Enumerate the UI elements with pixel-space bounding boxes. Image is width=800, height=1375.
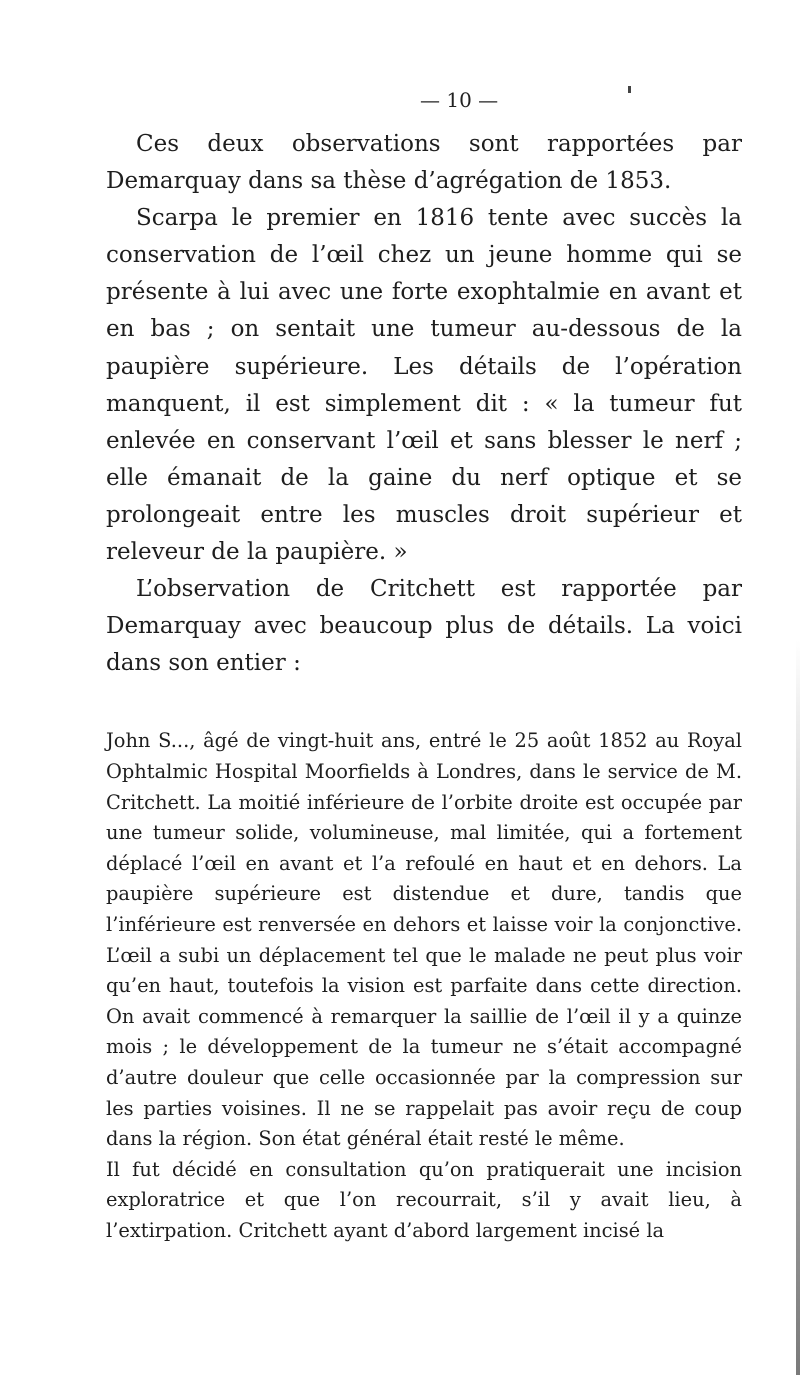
printer-mark	[628, 86, 631, 93]
section-spacer	[106, 682, 742, 726]
paragraph-scarpa	[106, 200, 742, 571]
paragraph-case-john	[106, 726, 742, 1154]
paragraph-text: Ces deux observations sont rapportées par Demarquay dans sa thèse d’agrégation de 1853.	[106, 131, 742, 195]
page-edge-shadow	[796, 640, 800, 1375]
paragraph-case-decision	[106, 1155, 742, 1247]
paragraph-critchett-intro	[106, 571, 742, 682]
paragraph-text: L’observation de Critchett est rapportée par Demarquay avec beaucoup plus de détails. La voici dans son entier :	[106, 576, 742, 677]
paragraph-demarquay-intro	[106, 126, 742, 200]
paragraph-text: Il fut décidé en consultation qu’on pratiquerait une incision exploratrice et que l’on recourrait, s’il y avait lieu, à l’extirpation. Critchett ayant d’abord largement incisé la	[106, 1157, 742, 1242]
page-number: — 10 —	[420, 88, 499, 112]
paragraph-text: John S..., âgé de vingt-huit ans, entré le 25 août 1852 au Royal Ophtalmic Hospital Moorfields à Londres, dans le service de M. Critchett. La moitié inférieure de l’orbite droite est occupée par une tumeur solide, volumineuse, mal limitée, qui a fortement déplacé l’œil en avant et l’a refoulé en haut et en dehors. La paupière supérieure est distendue et dure, tandis que l’inférieure est renversée en dehors et laisse voir la conjonctive. L’œil a subi un déplacement tel que le malade ne peut plus voir qu’en haut, toutefois la vision est parfaite dans cette direction. On avait commencé à remarquer la saillie de l’œil il y a quinze mois ; le développement de la tumeur ne s’était accompagné d’autre douleur que celle occasionnée par la compression sur les parties voisines. Il ne se rappelait pas avoir reçu de coup dans la région. Son état général était resté le même.	[106, 729, 742, 1151]
page-body	[106, 126, 742, 1247]
paragraph-text: Scarpa le premier en 1816 tente avec succès la conservation de l’œil chez un jeune homme qui se présente à lui avec une forte exophtalmie en avant et en bas ; on sentait une tumeur au-dessous de la paupière supérieure. Les détails de l’opération manquent, il est simplement dit : « la tumeur fut enlevée en conservant l’œil et sans blesser le nerf ; elle émanait de la gaine du nerf optique et se prolongeait entre les muscles droit supérieur et releveur de la paupière. »	[106, 205, 742, 566]
